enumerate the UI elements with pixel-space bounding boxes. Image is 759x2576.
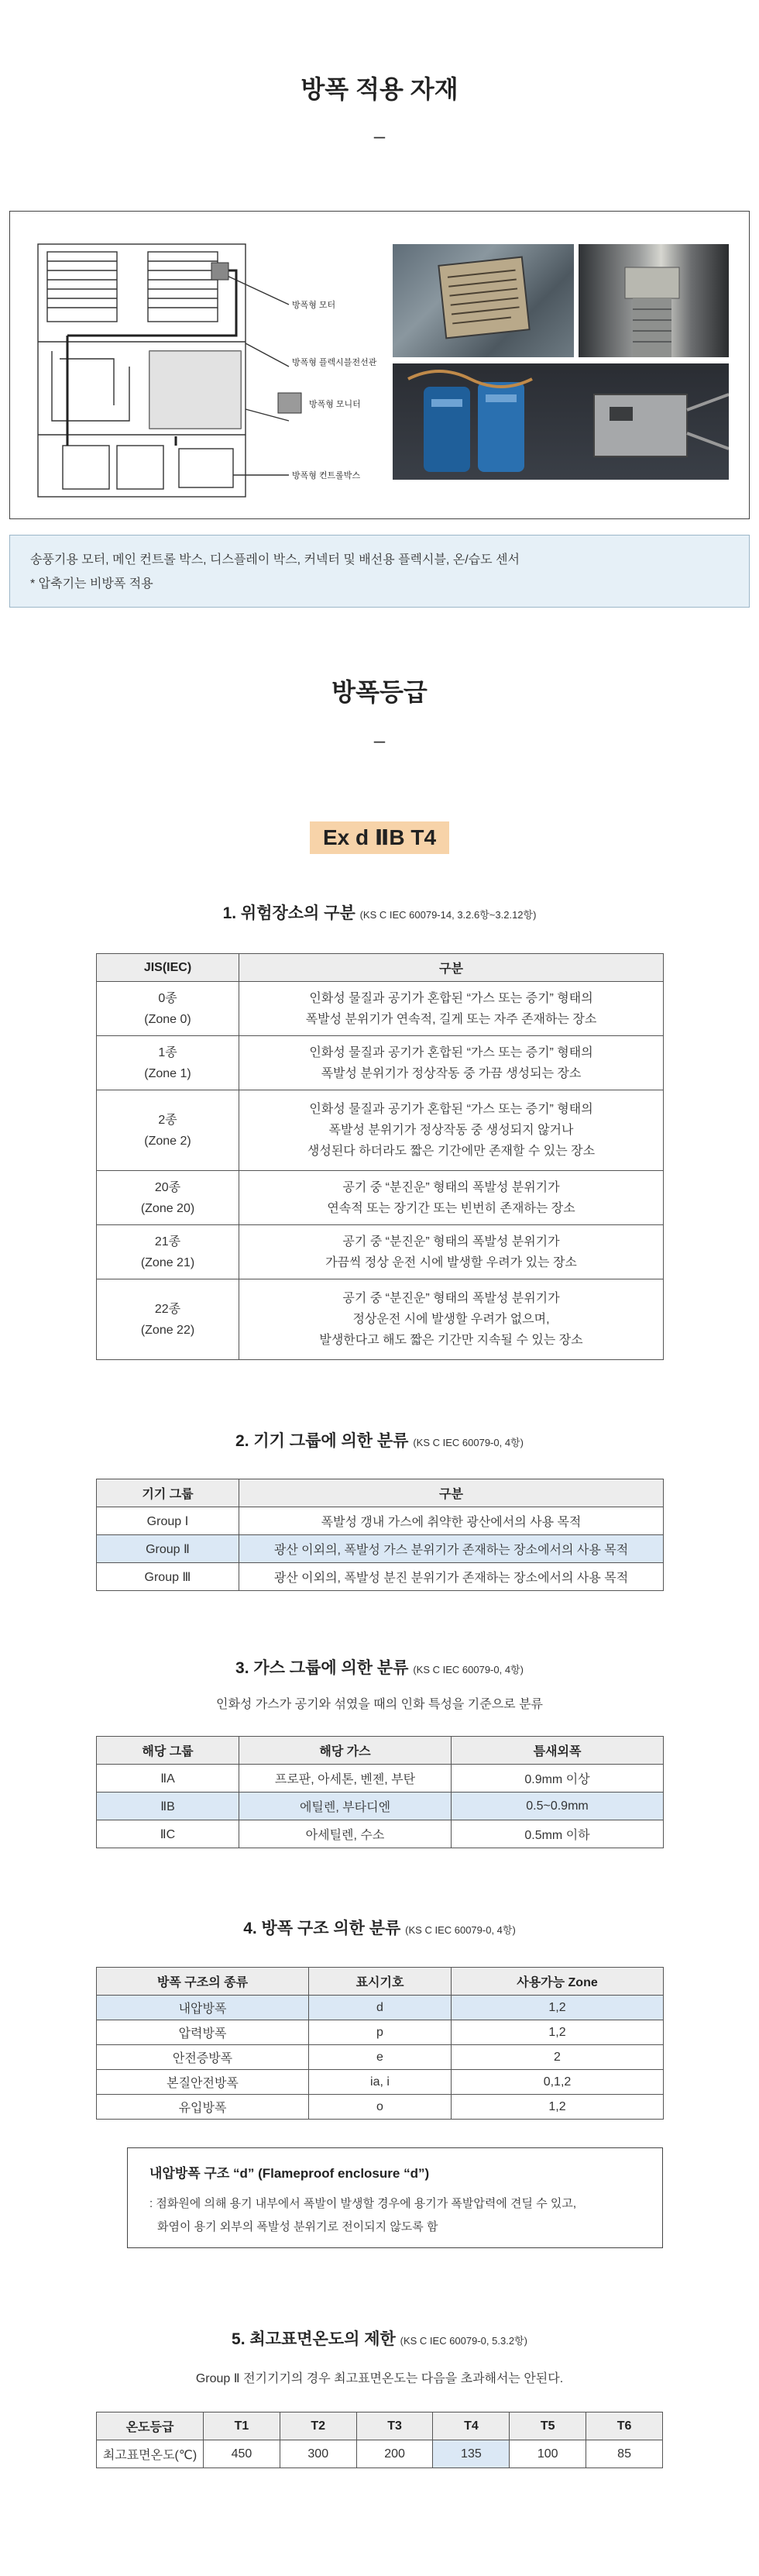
desc-line: 인화성 물질과 공기가 혼합된 “가스 또는 증기” 형태의 (309, 1045, 593, 1059)
usable-zone-cell: 0,1,2 (452, 2070, 664, 2095)
motor-nameplate-photo (393, 244, 574, 357)
title-dash: – (373, 124, 386, 147)
zone-en-cell: (Zone 0) (144, 1012, 191, 1026)
gap-cell: 0.5mm 이하 (452, 1820, 664, 1848)
usable-zone-cell: 1,2 (452, 2095, 664, 2120)
protection-type-cell: 압력방폭 (97, 2020, 309, 2045)
zone-en-cell: (Zone 20) (140, 1201, 195, 1215)
group-cell: Group Ⅰ (97, 1507, 239, 1535)
symbol-cell: ia, i (309, 2070, 452, 2095)
grade-dash: – (373, 728, 386, 752)
desc-line: 연속적 또는 장기간 또는 빈번히 존재하는 장소 (327, 1201, 575, 1215)
label-control: 방폭형 컨트롤박스 (292, 471, 361, 480)
temp-class-header: 온도등급 (97, 2412, 204, 2440)
table-row (97, 1765, 664, 1793)
table-row-highlighted (97, 1793, 664, 1820)
t3-value: 200 (356, 2440, 433, 2468)
temperature-table (96, 2412, 663, 2468)
zone-table (96, 953, 664, 1360)
desc-line: 폭발성 분위기가 연속적, 길게 또는 자주 존재하는 장소 (305, 1012, 597, 1026)
protection-type-header: 방폭 구조의 종류 (97, 1968, 309, 1996)
table1-title-text: 1. 위험장소의 구분 (222, 904, 355, 922)
t5-value: 100 (510, 2440, 586, 2468)
t3-header: T3 (356, 2412, 433, 2440)
page-title-grade: 방폭등급 (331, 678, 428, 706)
page-title-materials: 방폭 적용 자재 (301, 75, 458, 103)
table2-title (0, 1428, 759, 1452)
flameproof-definition-box (127, 2147, 663, 2248)
gap-cell: 0.9mm 이상 (452, 1765, 664, 1793)
table-row (97, 1563, 664, 1591)
desc-line: 정상운전 시에 발생할 우려가 없으며, (352, 1313, 550, 1326)
table3-title-text: 3. 가스 그룹에 의한 분류 (235, 1659, 409, 1677)
gas-group-header: 해당 그룹 (97, 1737, 239, 1765)
group-desc-cell: 광산 이외의, 폭발성 가스 분위기가 존재하는 장소에서의 사용 목적 (239, 1535, 664, 1563)
usable-zone-cell: 1,2 (452, 2020, 664, 2045)
table1-ref: (KS C IEC 60079-14, 3.2.6항~3.2.12항) (359, 909, 537, 921)
symbol-cell: d (309, 1996, 452, 2020)
max-temp-label: 최고표면온도(℃) (97, 2440, 204, 2468)
gas-cell: 에틸렌, 부타디엔 (239, 1793, 452, 1820)
zone-en-cell: (Zone 21) (140, 1255, 195, 1269)
table3-title (0, 1655, 759, 1679)
table-row (97, 1279, 664, 1360)
desc-header: 구분 (239, 954, 664, 982)
group-desc-cell: 폭발성 갱내 가스에 취약한 광산에서의 사용 목적 (239, 1507, 664, 1535)
table3-subtitle: 인화성 가스가 공기와 섞였을 때의 인화 특성을 기준으로 분류 (216, 1698, 543, 1711)
t4-value-highlighted: 135 (433, 2440, 510, 2468)
symbol-cell: e (309, 2045, 452, 2070)
table4-ref: (KS C IEC 60079-0, 4항) (405, 1924, 516, 1936)
table-row (97, 2020, 664, 2045)
zone-en-cell: (Zone 1) (144, 1066, 191, 1080)
gas-group-cell: ⅡB (97, 1793, 239, 1820)
group-desc-cell: 광산 이외의, 폭발성 분진 분위기가 존재하는 장소에서의 사용 목적 (239, 1563, 664, 1591)
table-row (97, 1171, 664, 1225)
desc-line: 공기 중 “분진운” 형태의 폭발성 분위기가 (342, 1292, 560, 1305)
table4-title-text: 4. 방폭 구조 의한 분류 (243, 1920, 401, 1937)
note-line-1: 송풍기용 모터, 메인 컨트롤 박스, 디스플레이 박스, 커넥터 및 배선용 플렉시블, 온/습도 센서 (30, 553, 520, 567)
desc-line: 인화성 물질과 공기가 혼합된 “가스 또는 증기” 형태의 (309, 1103, 593, 1116)
table-row-highlighted (97, 1535, 664, 1563)
zone-cell: 2종 (158, 1113, 177, 1127)
label-display: 방폭형 모니터 (309, 400, 361, 409)
gap-cell: 0.5~0.9mm (452, 1793, 664, 1820)
desc-line: 발생한다고 해도 짧은 기간만 지속될 수 있는 장소 (319, 1334, 583, 1347)
table-row-highlighted (97, 1996, 664, 2020)
table5-ref: (KS C IEC 60079-0, 5.3.2항) (400, 2335, 527, 2347)
table-row (97, 1225, 664, 1279)
gas-header: 해당 가스 (239, 1737, 452, 1765)
table1-title (0, 901, 759, 924)
table4-title (0, 1916, 759, 1939)
table-row (97, 1507, 664, 1535)
table-row (97, 1820, 664, 1848)
zone-header: JIS(IEC) (97, 954, 239, 982)
protection-type-cell: 안전증방폭 (97, 2045, 309, 2070)
t2-header: T2 (280, 2412, 356, 2440)
definition-line-1: : 점화원에 의해 용기 내부에서 폭발이 발생할 경우에 용기가 폭발압력에 견딜 수 있고, (149, 2197, 577, 2210)
t6-value: 85 (586, 2440, 663, 2468)
usable-zone-cell: 2 (452, 2045, 664, 2070)
t6-header: T6 (586, 2412, 663, 2440)
gas-cell: 아세틸렌, 수소 (239, 1820, 452, 1848)
table-row (97, 1036, 664, 1090)
t2-value: 300 (280, 2440, 356, 2468)
gas-cell: 프로판, 아세톤, 벤젠, 부탄 (239, 1765, 452, 1793)
materials-note (9, 535, 750, 608)
definition-title: 내압방폭 구조 “d” (Flameproof enclosure “d”) (149, 2166, 430, 2181)
desc-line: 인화성 물질과 공기가 혼합된 “가스 또는 증기” 형태의 (309, 991, 593, 1005)
gas-group-cell: ⅡA (97, 1765, 239, 1793)
symbol-cell: o (309, 2095, 452, 2120)
zone-cell: 20종 (154, 1180, 181, 1194)
gap-header: 틈새외폭 (452, 1737, 664, 1765)
group-desc-header: 구분 (239, 1479, 664, 1507)
protection-table (96, 1967, 664, 2120)
table5-subtitle: Group Ⅱ 전기기기의 경우 최고표면온도는 다음을 초과해서는 안된다. (195, 2372, 564, 2385)
group-cell: Group Ⅱ (97, 1535, 239, 1563)
desc-line: 공기 중 “분진운” 형태의 폭발성 분위기가 (342, 1235, 560, 1248)
table5-title-text: 5. 최고표면온도의 제한 (232, 2330, 396, 2348)
label-motor: 방폭형 모터 (292, 301, 336, 310)
group-table (96, 1479, 664, 1591)
equipment-schematic (36, 243, 394, 498)
desc-line: 공기 중 “분진운” 형태의 폭발성 분위기가 (342, 1180, 560, 1194)
desc-line: 가끔씩 정상 운전 시에 발생할 우려가 있는 장소 (325, 1255, 577, 1269)
symbol-cell: p (309, 2020, 452, 2045)
usable-zone-cell: 1,2 (452, 1996, 664, 2020)
group-header: 기기 그룹 (97, 1479, 239, 1507)
materials-figure (9, 211, 750, 519)
table-row (97, 982, 664, 1036)
definition-line-2: 화염이 용기 외부의 폭발성 분위기로 전이되지 않도록 함 (157, 2220, 438, 2233)
zone-cell: 21종 (154, 1235, 181, 1248)
zone-cell: 22종 (154, 1302, 181, 1316)
protection-type-cell: 본질안전방폭 (97, 2070, 309, 2095)
zone-cell: 1종 (158, 1045, 177, 1059)
flexible-conduit-photo (579, 244, 729, 357)
note-line-2: * 압축기는 비방폭 적용 (30, 577, 153, 591)
desc-line: 폭발성 분위기가 정상작동 중 생성되지 않거나 (328, 1124, 574, 1137)
table5-title (0, 2326, 759, 2350)
table-row (97, 2095, 664, 2120)
zone-cell: 0종 (158, 991, 177, 1005)
table2-title-text: 2. 기기 그룹에 의한 분류 (235, 1432, 409, 1450)
table-row (97, 1090, 664, 1171)
desc-line: 폭발성 분위기가 정상작동 중 가끔 생성되는 장소 (321, 1066, 582, 1080)
gas-table (96, 1736, 664, 1848)
t1-value: 450 (204, 2440, 280, 2468)
protection-type-cell: 내압방폭 (97, 1996, 309, 2020)
table-row (97, 2045, 664, 2070)
grade-badge: Ex d ⅡB T4 (310, 821, 449, 854)
t5-header: T5 (510, 2412, 586, 2440)
table-row (97, 2440, 663, 2468)
zone-en-cell: (Zone 22) (140, 1323, 195, 1337)
symbol-header: 표시기호 (309, 1968, 452, 1996)
table3-ref: (KS C IEC 60079-0, 4항) (413, 1664, 524, 1675)
t1-header: T1 (204, 2412, 280, 2440)
desc-line: 생성된다 하더라도 짧은 기간에만 존재할 수 있는 장소 (307, 1145, 596, 1158)
group-cell: Group Ⅲ (97, 1563, 239, 1591)
table2-ref: (KS C IEC 60079-0, 4항) (413, 1437, 524, 1448)
protection-type-cell: 유입방폭 (97, 2095, 309, 2120)
usable-zone-header: 사용가능 Zone (452, 1968, 664, 1996)
label-flex: 방폭형 플렉시블전선관 (292, 358, 377, 367)
t4-header: T4 (433, 2412, 510, 2440)
gas-group-cell: ⅡC (97, 1820, 239, 1848)
compressor-box-photo (393, 363, 729, 480)
zone-en-cell: (Zone 2) (144, 1134, 191, 1148)
table-row (97, 2070, 664, 2095)
